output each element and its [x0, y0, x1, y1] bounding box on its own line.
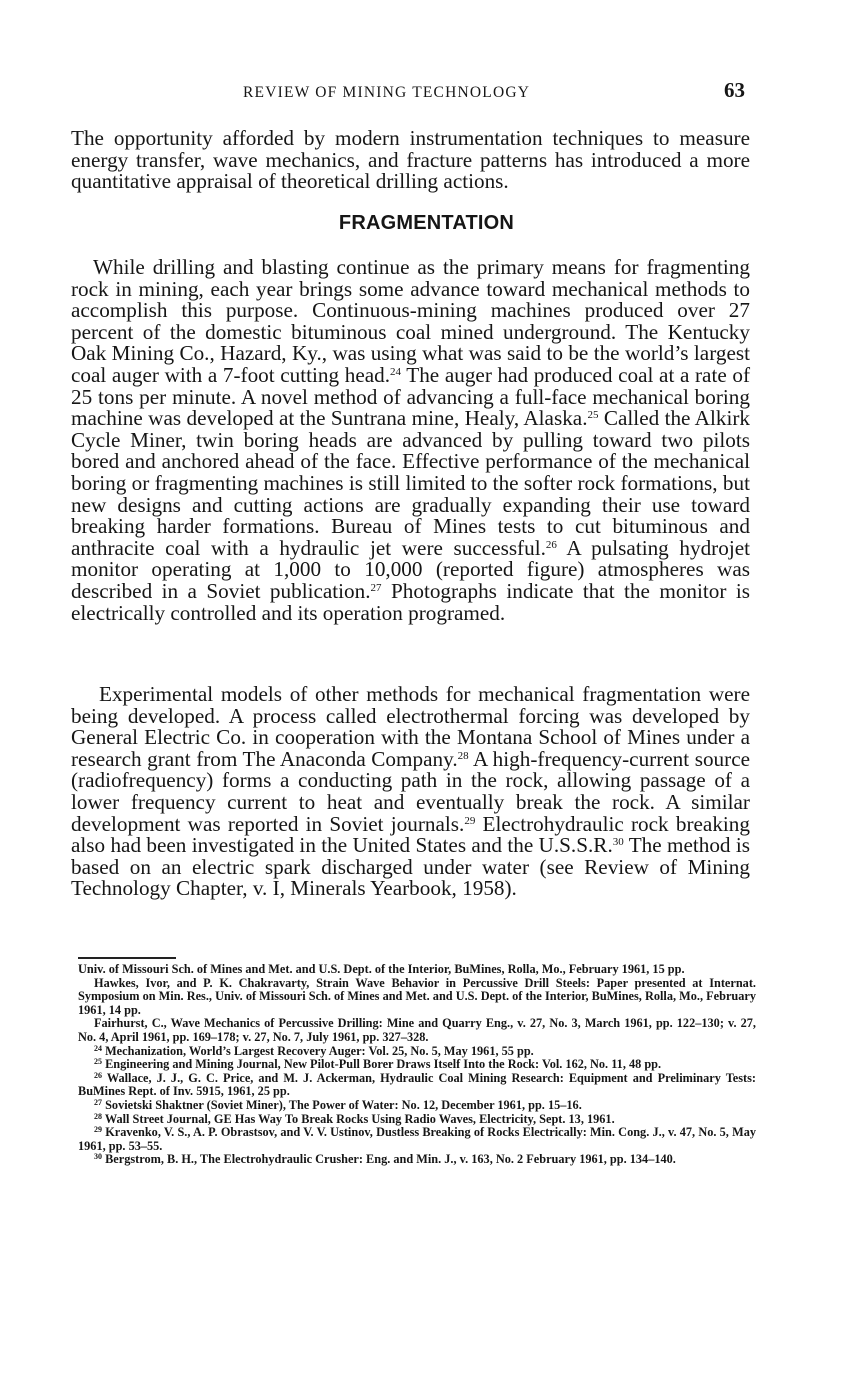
paragraph-text: The auger had produced coal at a rate of 25 tons per minute. A novel method of advancing a full-face mechanical boring machine was developed at the Suntrana mine, Healy, Alaska. [71, 362, 750, 431]
footnote-ref: 29 [464, 814, 476, 827]
footnote-item [78, 1072, 756, 1099]
footnote-item [78, 963, 756, 977]
footnote-item [78, 1017, 756, 1044]
footnote-item [78, 1113, 756, 1127]
running-head: REVIEW OF MINING TECHNOLOGY [243, 84, 531, 101]
footnote-number: 30 [94, 1152, 102, 1162]
paragraph-text: Photographs indicate that the monitor is electrically controlled and its operation programed. [71, 578, 750, 625]
paragraph-text: Experimental models of other methods for mechanical fragmentation were being developed. A process called electrothermal forcing was developed by General Electric Co. in cooperation with the Montana School of Mines under a research grant from The Anaconda Company. [71, 682, 750, 771]
footnote-text: Kravenko, V. S., A. P. Obrastsov, and V. V. Ustinov, Dustless Breaking of Rocks Electrically: Min. Cong. J., v. 47, No. 5, May 1961, pp. 53–55. [78, 1125, 756, 1153]
paragraph-fragmentation-1 [71, 257, 750, 624]
footnotes [78, 963, 756, 1167]
paragraph-text: The method is based on an electric spark discharged under water (see Review of Mining Technology Chapter, v. I, Minerals Yearbook, 1958). [71, 833, 750, 901]
lead-paragraph: The opportunity afforded by modern instrumentation techniques to measure energy transfer, wave mechanics, and fracture patterns has introduced a more quantitative appraisal of theoretical drilling actions. [71, 126, 750, 194]
footnote-text: Sovietski Shaktner (Soviet Miner), The Power of Water: No. 12, December 1961, pp. 15–16. [105, 1097, 582, 1112]
footnote-number: 24 [94, 1043, 102, 1053]
footnote-number: 28 [94, 1111, 102, 1121]
footnote-ref: 27 [370, 581, 382, 594]
footnote-text: Bergstrom, B. H., The Electrohydraulic Crusher: Eng. and Min. J., v. 163, No. 2 February 1961, pp. 134–140. [105, 1152, 676, 1167]
footnote-ref: 28 [457, 749, 469, 762]
footnote-item [78, 1045, 756, 1059]
footnote-text: Univ. of Missouri Sch. of Mines and Met. and U.S. Dept. of the Interior, BuMines, Rolla, Mo., February 1961, 15 pp. [78, 962, 685, 976]
footnote-text: Engineering and Mining Journal, New Pilot-Pull Borer Draws Itself Into the Rock: Vol. 162, No. 11, 48 pp. [105, 1057, 662, 1072]
footnote-ref: 25 [587, 409, 599, 422]
footnote-item [78, 1099, 756, 1113]
footnote-number: 27 [94, 1097, 102, 1107]
paragraph-fragmentation-2 [71, 684, 750, 900]
page-number: 63 [724, 78, 745, 102]
footnote-item [78, 1058, 756, 1072]
footnote-text: Wall Street Journal, GE Has Way To Break Rocks Using Radio Waves, Electricity, Sept. 13, 1961. [104, 1111, 615, 1126]
paragraph-text: A high-frequency-current source (radiofrequency) forms a conducting path in the rock, allowing passage of a lower frequency current to heat and eventually break the rock. A similar development was reported in Soviet journals. [71, 746, 751, 836]
footnote-text: Fairhurst, C., Wave Mechanics of Percussive Drilling: Mine and Quarry Eng., v. 27, No. 3, March 1961, pp. 122–130; v. 27, No. 4, April 1961, pp. 169–178; v. 27, No. 7, July 1961, pp. 327–328. [78, 1016, 756, 1044]
footnote-number: 26 [94, 1070, 102, 1080]
paragraph-text: Called the Alkirk Cycle Miner, twin boring heads are advanced by pulling toward two pilots bored and anchored ahead of the face. Effective performance of the mechanical boring or fragmenting machines is still limited to the softer rock formations, but new designs and cutting actions are gradually expanding their use toward breaking harder formations. Bureau of Mines tests to cut bituminous and anthracite coal with a hydraulic jet were successful. [71, 406, 750, 560]
paragraph-text: A pulsating hydrojet monitor operating at 1,000 to 10,000 (reported figure) atmospheres was described in a Soviet publication. [71, 535, 750, 603]
footnote-item [78, 1153, 756, 1167]
footnote-number: 29 [94, 1125, 102, 1135]
footnote-ref: 26 [545, 538, 557, 551]
paragraph-text: Electrohydraulic rock breaking also had been investigated in the United States and the U.S.S.R. [71, 811, 750, 858]
footnote-ref: 24 [390, 365, 402, 378]
footnote-divider [78, 957, 176, 959]
footnote-item [78, 977, 756, 1018]
footnote-text: Wallace, J. J., G. C. Price, and M. J. Ackerman, Hydraulic Coal Mining Research: Equipment and Preliminary Tests: BuMines Rept. of Inv. 5915, 1961, 25 pp. [78, 1070, 756, 1099]
footnote-number: 25 [94, 1057, 102, 1067]
footnote-text: Mechanization, World’s Largest Recovery Auger: Vol. 25, No. 5, May 1961, 55 pp. [105, 1043, 534, 1058]
footnote-text: Hawkes, Ivor, and P. K. Chakravarty, Strain Wave Behavior in Percussive Drill Steels: Paper presented at Internat. Symposium on Min. Res., Univ. of Missouri Sch. of Mines and Met. and U.S. Dept. of the Interior, BuMines, Rolla, Mo., February 1961, 14 pp. [78, 975, 756, 1017]
paragraph-text: While drilling and blasting continue as the primary means for fragmenting rock in mining, each year brings some advance toward mechanical methods to accomplish this purpose. Continuous-mining machines produced over 27 percent of the domestic bituminous coal mined underground. The Kentucky Oak Mining Co., Hazard, Ky., was using what was said to be the world’s largest coal auger with a 7-foot cutting head. [71, 255, 750, 387]
section-heading: FRAGMENTATION [338, 212, 515, 234]
footnote-ref: 30 [612, 836, 624, 849]
footnote-item [78, 1126, 756, 1153]
